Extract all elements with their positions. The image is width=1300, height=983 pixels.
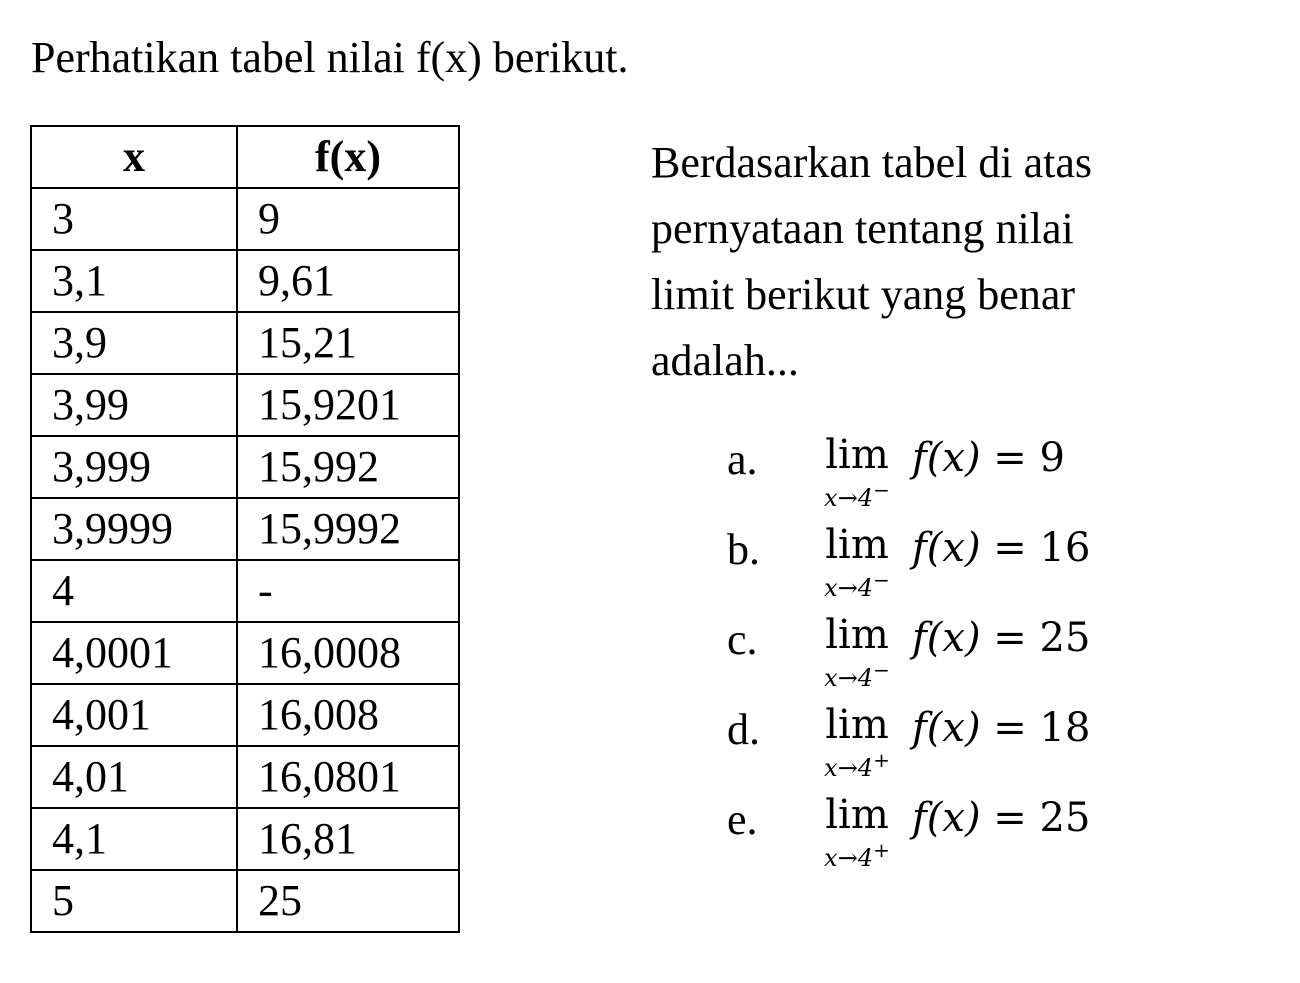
lim-subscript: x→4−	[824, 478, 890, 512]
column-header-x: x	[31, 126, 237, 188]
fx-cell: 16,81	[237, 808, 459, 870]
table-row	[31, 560, 459, 622]
x-cell: 4,1	[31, 808, 237, 870]
option-letter: a.	[727, 435, 758, 484]
table-row	[31, 870, 459, 932]
lim-subscript: x→4−	[824, 568, 890, 602]
x-cell: 4,0001	[31, 622, 237, 684]
option-letter: d.	[727, 705, 760, 754]
lim-word: lim	[825, 432, 889, 478]
limit-expression	[912, 526, 1090, 570]
function-label: f(x)	[912, 435, 981, 481]
table-row	[31, 312, 459, 374]
function-label: f(x)	[912, 795, 981, 841]
table-row	[31, 498, 459, 560]
x-cell: 4,001	[31, 684, 237, 746]
question-line: Berdasarkan tabel di atas	[651, 138, 1093, 187]
table-row	[31, 436, 459, 498]
limit-value: = 18	[993, 705, 1091, 751]
limit-notation	[817, 700, 897, 782]
one-sided-sign: −	[873, 658, 890, 682]
question-line: adalah...	[651, 336, 799, 385]
table-row	[31, 374, 459, 436]
x-cell: 5	[31, 870, 237, 932]
page-title: Perhatikan tabel nilai f(x) berikut.	[31, 33, 629, 82]
fx-cell: 15,9992	[237, 498, 459, 560]
limit-expression	[912, 796, 1090, 840]
question-line: limit berikut yang benar	[651, 270, 1075, 319]
option-letter: e.	[727, 795, 758, 844]
limit-expression	[912, 706, 1090, 750]
x-cell: 3	[31, 188, 237, 250]
lim-word: lim	[825, 792, 889, 838]
limit-notation	[817, 430, 897, 512]
fx-cell: 16,0801	[237, 746, 459, 808]
fx-cell: 9	[237, 188, 459, 250]
lim-subscript: x→4+	[824, 838, 890, 872]
x-cell: 3,1	[31, 250, 237, 312]
fx-cell: 15,21	[237, 312, 459, 374]
fx-cell: 9,61	[237, 250, 459, 312]
limit-notation	[817, 610, 897, 692]
one-sided-sign: +	[873, 748, 890, 772]
limit-value: = 16	[993, 525, 1091, 571]
question-line: pernyataan tentang nilai	[651, 204, 1074, 253]
limit-notation	[817, 790, 897, 872]
x-cell: 3,9	[31, 312, 237, 374]
fx-cell: 16,0008	[237, 622, 459, 684]
lim-word: lim	[825, 612, 889, 658]
x-cell: 3,999	[31, 436, 237, 498]
limit-value: = 25	[993, 795, 1091, 841]
one-sided-sign: −	[873, 568, 890, 592]
table-row	[31, 622, 459, 684]
one-sided-sign: +	[873, 838, 890, 862]
table-row	[31, 250, 459, 312]
table-row	[31, 746, 459, 808]
x-cell: 4,01	[31, 746, 237, 808]
lim-word: lim	[825, 702, 889, 748]
x-cell: 4	[31, 560, 237, 622]
lim-word: lim	[825, 522, 889, 568]
fx-cell: 15,9201	[237, 374, 459, 436]
function-label: f(x)	[912, 615, 981, 661]
function-label: f(x)	[912, 525, 981, 571]
one-sided-sign: −	[873, 478, 890, 502]
option-letter: c.	[727, 615, 758, 664]
limit-expression	[912, 616, 1090, 660]
fx-cell: 25	[237, 870, 459, 932]
fx-cell: -	[237, 560, 459, 622]
table-row	[31, 188, 459, 250]
limit-notation	[817, 520, 897, 602]
fx-cell: 15,992	[237, 436, 459, 498]
limit-value: = 25	[993, 615, 1091, 661]
column-header-fx: f(x)	[237, 126, 459, 188]
lim-subscript: x→4−	[824, 658, 890, 692]
values-table	[30, 125, 460, 933]
question-text	[651, 130, 1271, 394]
function-label: f(x)	[912, 705, 981, 751]
x-cell: 3,9999	[31, 498, 237, 560]
table-row	[31, 684, 459, 746]
table-header-row	[31, 126, 459, 188]
limit-value: = 9	[993, 435, 1065, 481]
option-letter: b.	[727, 525, 760, 574]
table-row	[31, 808, 459, 870]
lim-subscript: x→4+	[824, 748, 890, 782]
x-cell: 3,99	[31, 374, 237, 436]
fx-cell: 16,008	[237, 684, 459, 746]
limit-expression	[912, 436, 1065, 480]
